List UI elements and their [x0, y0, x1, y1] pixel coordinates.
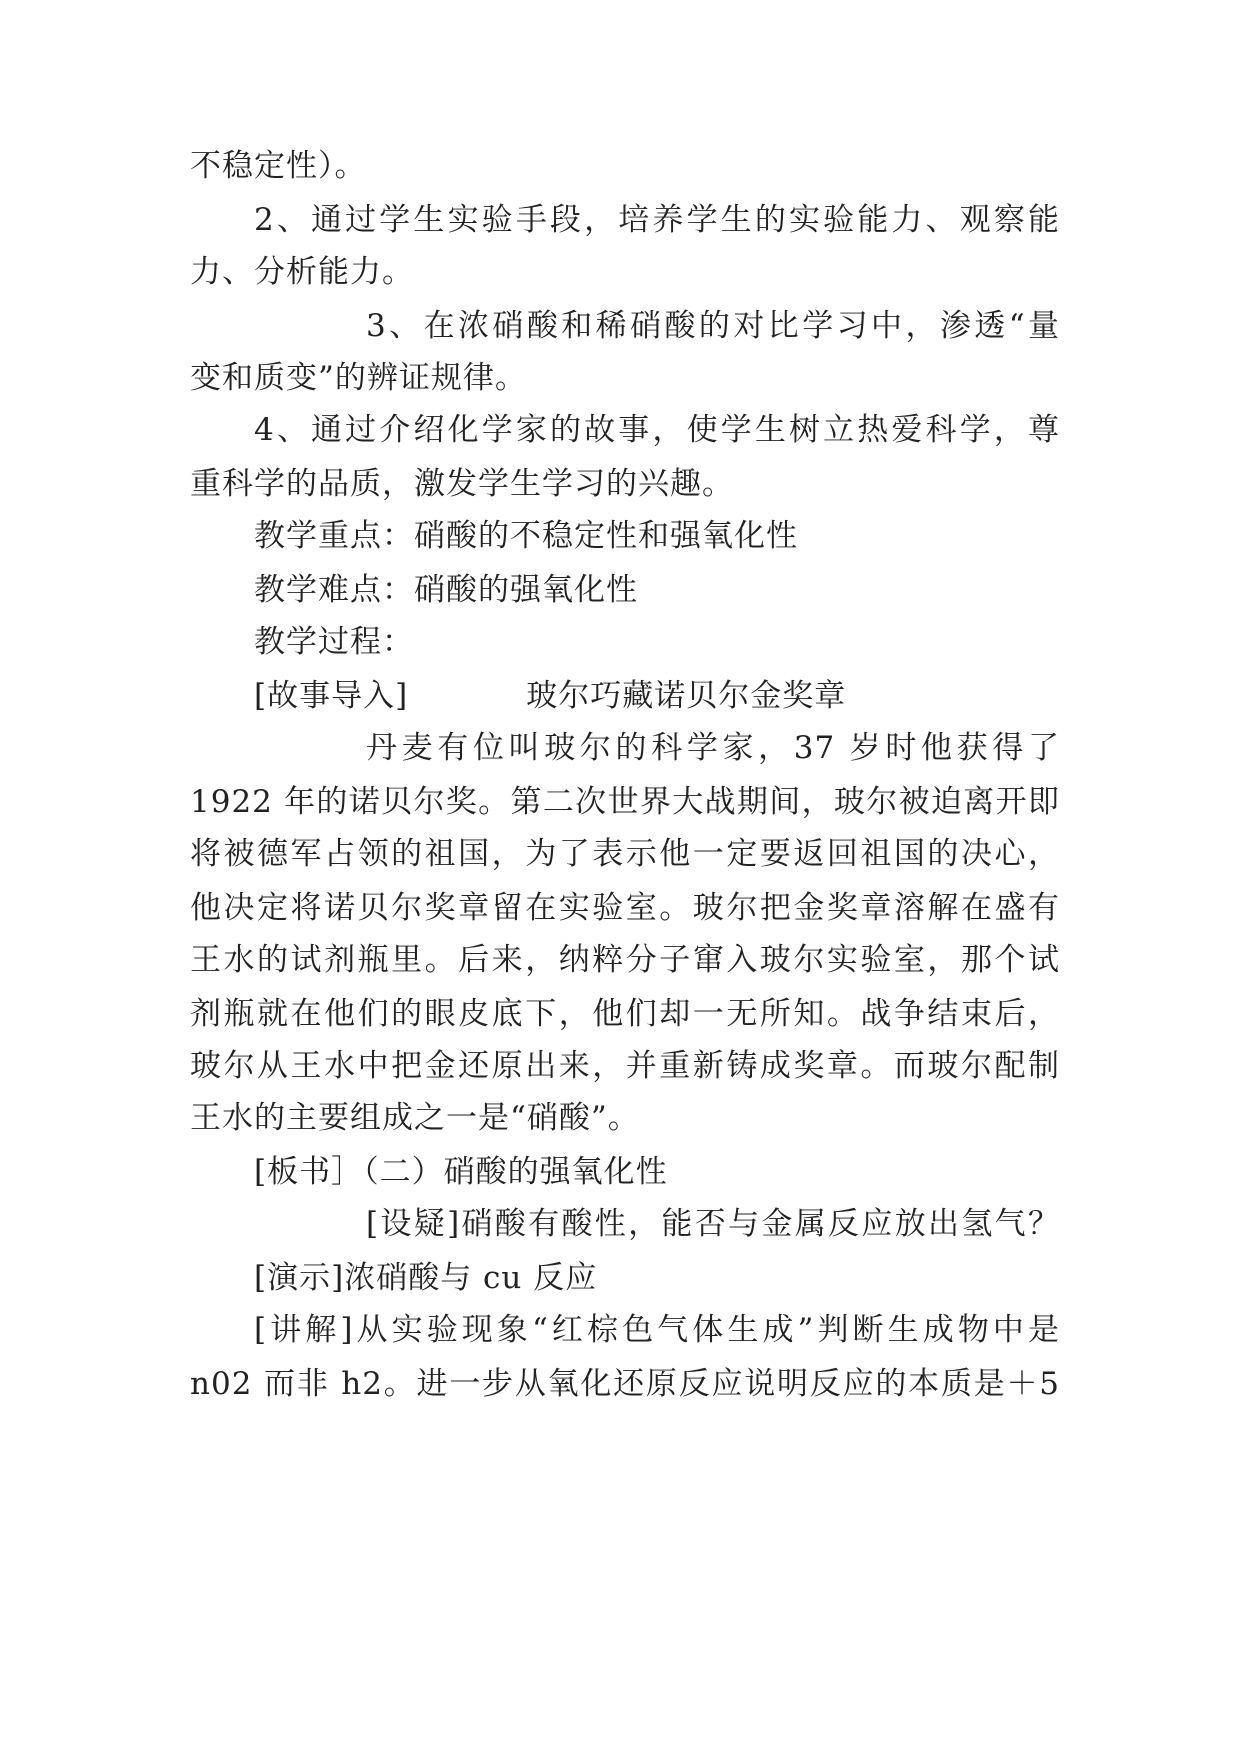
story-line-6: 剂瓶就在他们的眼皮底下，他们却一无所知。战争结束后， — [190, 996, 1060, 1032]
explain-line-1: [讲解]从实验现象“红棕色气体生成”判断生成物中是 — [254, 1312, 1060, 1348]
teaching-process: 教学过程： — [254, 624, 414, 660]
text-line-6: 4、通过介绍化学家的故事，使学生树立热爱科学，尊 — [254, 412, 1060, 448]
teaching-focus: 教学重点：硝酸的不稳定性和强氧化性 — [254, 518, 798, 554]
story-line-1: 丹麦有位叫玻尔的科学家，37 岁时他获得了 — [366, 730, 1060, 766]
story-line-5: 王水的试剂瓶里。后来，纳粹分子窜入玻尔实验室，那个试 — [190, 942, 1060, 978]
story-line-8: 王水的主要组成之一是“硝酸”。 — [190, 1100, 640, 1136]
story-tag: [故事导入] — [254, 678, 409, 714]
text-line-1: 不稳定性）。 — [190, 148, 367, 184]
story-line-4: 他决定将诺贝尔奖章留在实验室。玻尔把金奖章溶解在盛有 — [190, 890, 1060, 926]
story-line-2: 1922 年的诺贝尔奖。第二次世界大战期间，玻尔被迫离开即 — [190, 784, 1060, 820]
board-note: [板书］（二）硝酸的强氧化性 — [254, 1154, 668, 1190]
question-line: [设疑]硝酸有酸性，能否与金属反应放出氢气？ — [366, 1206, 1060, 1242]
text-line-5: 变和质变”的辨证规律。 — [190, 360, 527, 396]
explain-line-2: n02 而非 h2。进一步从氧化还原反应说明反应的本质是＋5 — [190, 1366, 1060, 1402]
text-line-2: 2、通过学生实验手段，培养学生的实验能力、观察能 — [254, 202, 1060, 238]
story-heading — [190, 668, 1060, 724]
story-line-3: 将被德军占领的祖国，为了表示他一定要返回祖国的决心， — [190, 836, 1060, 872]
text-line-4: 3、在浓硝酸和稀硝酸的对比学习中，渗透“量 — [366, 308, 1060, 344]
text-line-3: 力、分析能力。 — [190, 254, 414, 290]
teaching-difficulty: 教学难点：硝酸的强氧化性 — [254, 572, 638, 608]
demo-line: [演示]浓硝酸与 cu 反应 — [254, 1260, 598, 1296]
story-title: 玻尔巧藏诺贝尔金奖章 — [526, 678, 847, 714]
text-line-7: 重科学的品质，激发学生学习的兴趣。 — [190, 466, 734, 502]
story-line-7: 玻尔从王水中把金还原出来，并重新铸成奖章。而玻尔配制 — [190, 1048, 1060, 1084]
